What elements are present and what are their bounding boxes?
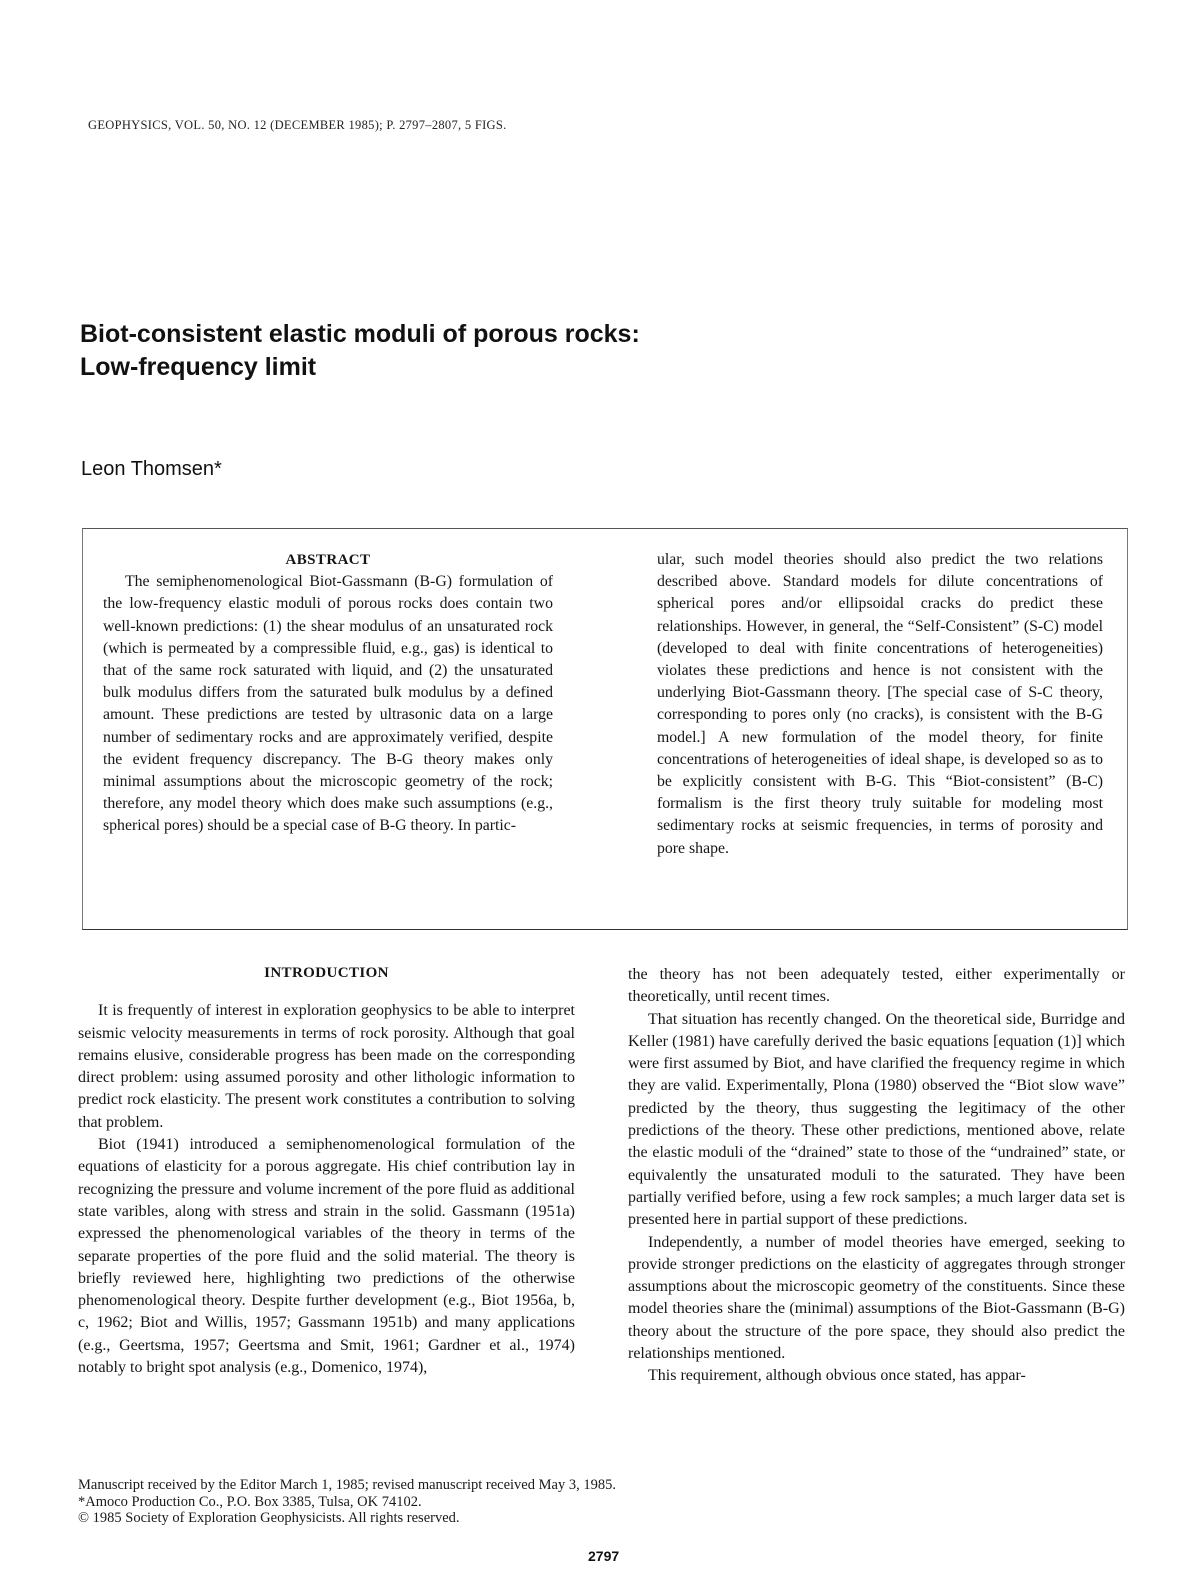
page-number: 2797: [588, 1548, 620, 1564]
footnotes: [78, 1477, 978, 1527]
abstract-box: [82, 528, 1128, 930]
intro-paragraph-4: Independently, a number of model theories have emerged, seeking to provide stronger predictions on the elasticity of aggregates through stronger assumptions about the microscopic geometry of the constituents. Since these model theories share the (minimal) assumptions of the Biot-Gassmann (B-G) theory about the structure of the pore space, they should also predict the relationships mentioned.: [628, 1233, 1125, 1363]
footnote-copyright: © 1985 Society of Exploration Geophysicists. All rights reserved.: [78, 1510, 460, 1526]
abstract-left-text: The semiphenomenological Biot-Gassmann (B-G) formulation of the low-frequency elastic moduli of porous rocks does contain two well-known predictions: (1) the shear modulus of an unsaturated rock (which is permeated by a compressible fluid, e.g., gas) is identical to that of the same rock saturated with liquid, and (2) the unsaturated bulk modulus differs from the saturated bulk modulus by a defined amount. These predictions are tested by ultrasonic data on a large number of sedimentary rocks and are approximately verified, despite the evident frequency discrepancy. The B-G theory makes only minimal assumptions about the microscopic geometry of the rock; therefore, any model theory which does make such assumptions (e.g., spherical pores) should be a special case of B-G theory. In partic-: [103, 573, 553, 835]
title-line-2: Low-frequency limit: [80, 353, 317, 381]
intro-paragraph-2: Biot (1941) introduced a semiphenomenological formulation of the equations of elasticity for a porous aggregate. His chief contribution lay in recognizing the pressure and volume increment of the pore fluid as additional state varibles, along with stress and strain in the solid. Gassmann (1951a) expressed the phenomenological variables of the theory in terms of the separate properties of the pore fluid and the solid material. The theory is briefly reviewed here, highlighting two predictions of the otherwise phenomenological theory. Despite further development (e.g., Biot 1956a, b, c, 1962; Biot and Willis, 1957; Gassmann 1951b) and many applications (e.g., Geertsma, 1957; Geertsma and Smit, 1961; Gardner et al., 1974) notably to bright spot analysis (e.g., Domenico, 1974),: [78, 1136, 575, 1377]
abstract-right-text: ular, such model theories should also predict the two relations described above. Standard models for dilute concentrations of spherical pores and/or ellipsoidal cracks do predict these relationships. However, in general, the “Self-Consistent” (S-C) model (developed to deal with finite concentrations of heterogeneities) violates these predictions and hence is not consistent with the underlying Biot-Gassmann theory. [The special case of S-C theory, corresponding to pores only (no cracks), is consistent with the B-G model.] A new formulation of the model theory, for finite concentrations of heterogeneities of ideal shape, is developed so as to be explicitly consistent with B-G. This “Biot-consistent” (B-C) formalism is the first theory truly suitable for modeling most sedimentary rocks at seismic frequencies, in terms of porosity and pore shape.: [657, 551, 1103, 857]
author: Leon Thomsen*: [81, 458, 222, 480]
intro-paragraph-5: This requirement, although obvious once stated, has appar-: [648, 1367, 1026, 1385]
body-right-column: [628, 964, 1125, 1388]
title-line-1: Biot-consistent elastic moduli of porous rocks:: [80, 320, 640, 348]
paper-title: [80, 318, 980, 384]
running-head: GEOPHYSICS, VOL. 50, NO. 12 (DECEMBER 1985); P. 2797–2807, 5 FIGS.: [88, 118, 507, 132]
intro-paragraph-3: That situation has recently changed. On the theoretical side, Burridge and Keller (1981) have carefully derived the basic equations [equation (1)] which were first assumed by Biot, and have clarified the frequency regime in which they are valid. Experimentally, Plona (1980) observed the “Biot slow wave” predicted by the theory, thus suggesting the legitimacy of the other predictions of the theory. These other predictions, mentioned above, relate the elastic moduli of the “drained” state to those of the “undrained” state, or equivalently the unsaturated moduli to the saturated. They have been partially verified before, using a few rock samples; a much larger data set is presented here in partial support of these predictions.: [628, 1010, 1125, 1229]
footnote-affiliation: *Amoco Production Co., P.O. Box 3385, Tulsa, OK 74102.: [78, 1493, 422, 1510]
intro-paragraph-continued: the theory has not been adequately tested, either experimentally or theoretically, until recent times.: [628, 966, 1125, 1006]
abstract-left-column: [103, 549, 553, 838]
introduction-heading: INTRODUCTION: [264, 965, 389, 981]
abstract-right-column: [657, 549, 1103, 860]
abstract-heading: ABSTRACT: [285, 552, 371, 568]
footnote-received: Manuscript received by the Editor March 1, 1985; revised manuscript received May 3, 1985.: [78, 1477, 616, 1493]
body-left-column: [78, 962, 575, 1379]
intro-paragraph-1: It is frequently of interest in exploration geophysics to be able to interpret seismic velocity measurements in terms of rock porosity. Although that goal remains elusive, considerable progress has been made on the corresponding direct problem: using assumed porosity and other lithologic information to predict rock elasticity. The present work constitutes a contribution to solving that problem.: [78, 1002, 575, 1131]
